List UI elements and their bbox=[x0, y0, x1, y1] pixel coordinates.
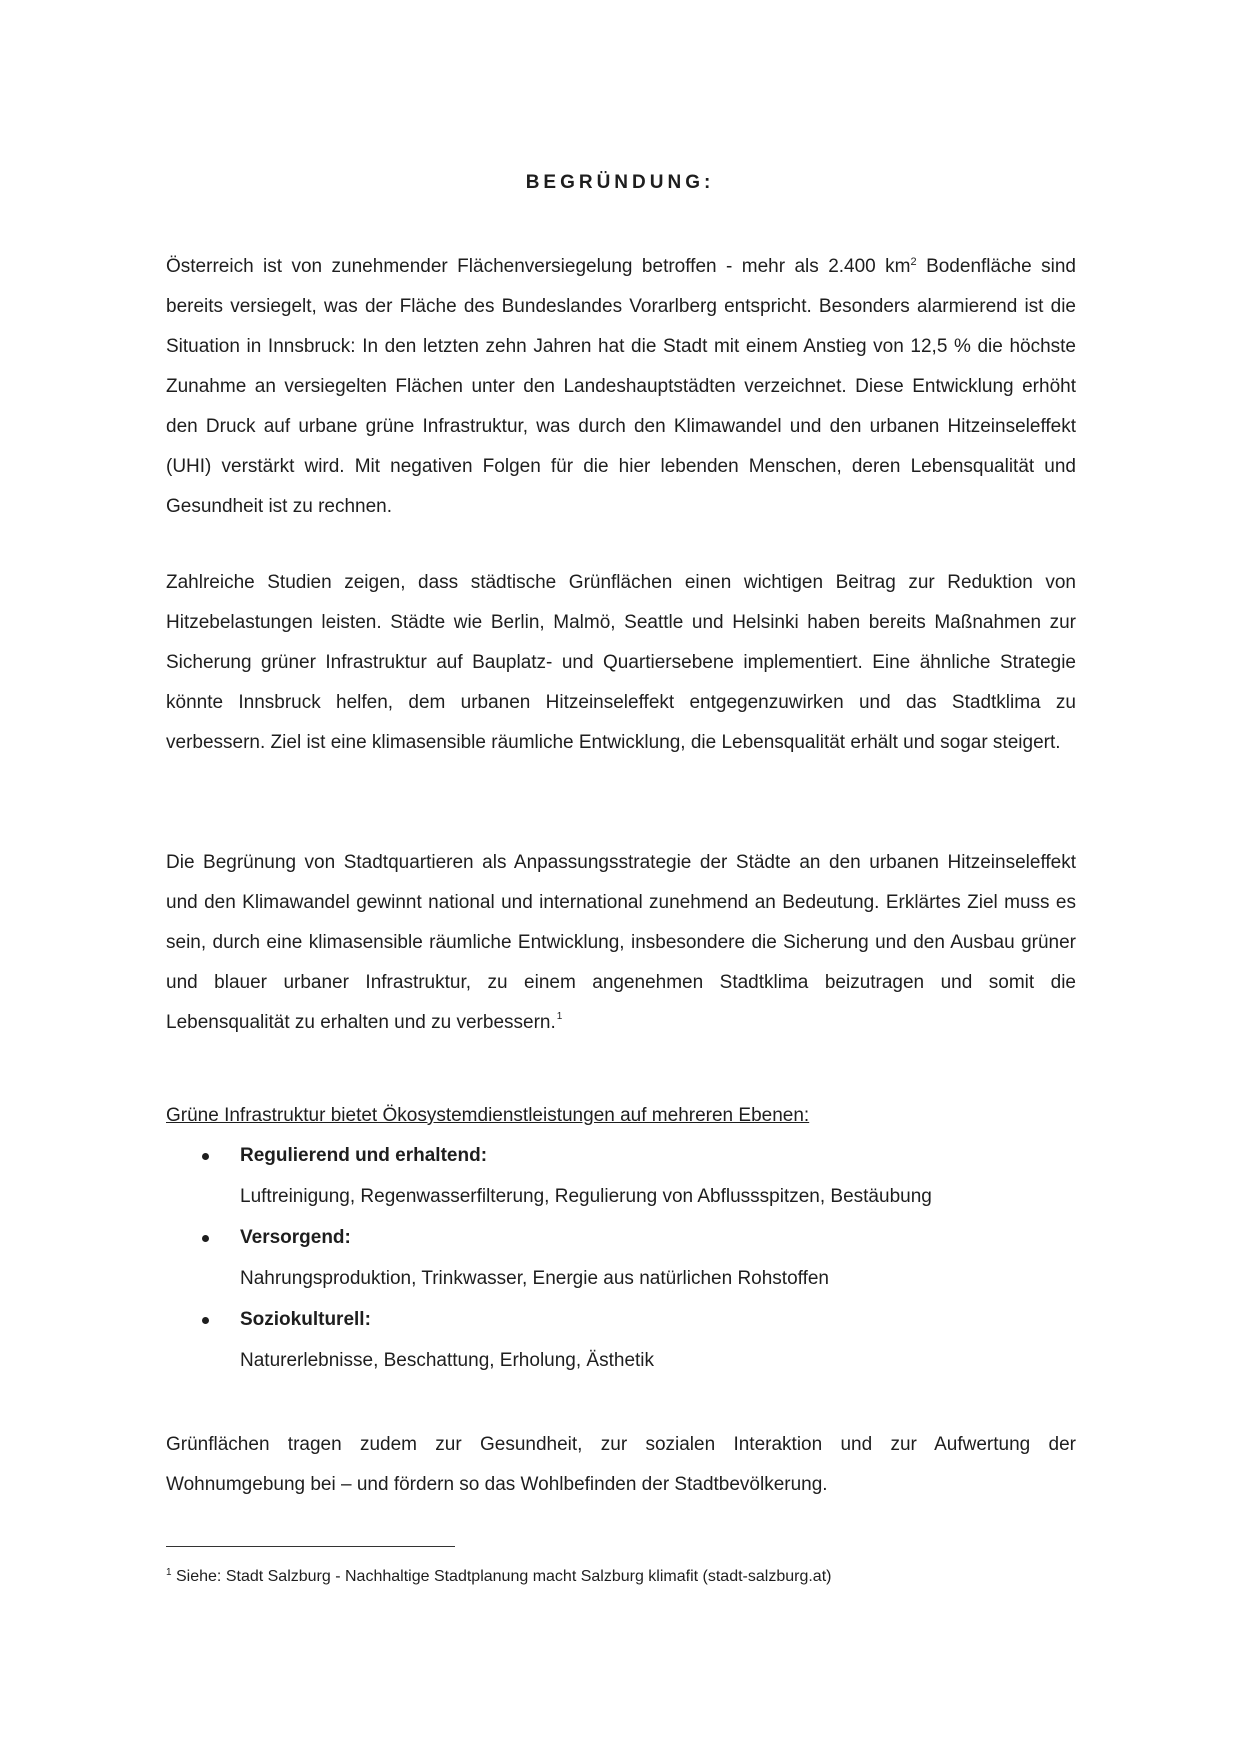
paragraph-green-spaces: Grünflächen tragen zudem zur Gesundheit, zur sozialen Interaktion und zur Aufwertung der Wohnumgebung bei – und fördern so das Wohlbefinden der Stadtbevölkerung. bbox=[166, 1434, 1076, 1495]
bullet-text: Nahrungsproduktion, Trinkwasser, Energie aus natürlichen Rohstoffen bbox=[240, 1268, 829, 1289]
bullet-icon bbox=[202, 1153, 209, 1160]
paragraph-studies: Zahlreiche Studien zeigen, dass städtische Grünflächen einen wichtigen Beitrag zur Reduktion von Hitzebelastungen leisten. Städte wie Berlin, Malmö, Seattle und Helsinki haben bereits Maßnahmen zur Sicherung grüner Infrastruktur auf Bauplatz- und Quartiersebene implementiert. Eine ähnliche Strategie könnte Innsbruck helfen, dem urbanen Hitzeinseleffekt entgegenzuwirken und das Stadtklima zu verbessern. Ziel ist eine klimasensible räumliche Entwicklung, die Lebensqualität erhält und sogar steigert. bbox=[166, 572, 1076, 753]
footnote bbox=[166, 1566, 831, 1588]
bullet-text: Naturerlebnisse, Beschattung, Erholung, Ästhetik bbox=[240, 1350, 655, 1371]
page-title: BEGRÜNDUNG: bbox=[525, 172, 715, 193]
footnote-reference[interactable]: 1 bbox=[556, 1011, 563, 1022]
ecosystem-services-list bbox=[166, 1136, 1076, 1382]
bullet-label: Versorgend: bbox=[240, 1227, 351, 1248]
superscript-squared: 2 bbox=[910, 256, 917, 268]
bullet-text: Luftreinigung, Regenwasserfilterung, Regulierung von Abflussspitzen, Bestäubung bbox=[240, 1186, 932, 1207]
paragraph-sealing-text-b: Bodenfläche sind bereits versiegelt, was der Fläche des Bundeslandes Vorarlberg entspricht. Besonders alarmierend ist die Situation in Innsbruck: In den letzten zehn Jahren hat die Stadt mit einem Anstieg von 12,5 % die höchste Zunahme an versiegelten Flächen unter den Landeshauptstädten verzeichnet. Diese Entwicklung erhöht den Druck auf urbane grüne Infrastruktur, was durch den Klimawandel und den urbanen Hitzeinseleffekt (UHI) verstärkt wird. Mit negativen Folgen für die hier lebenden Menschen, deren Lebensqualität und Gesundheit ist zu rechnen. bbox=[166, 256, 1076, 517]
paragraph-sealing bbox=[166, 247, 1076, 527]
paragraph-greening-text: Die Begrünung von Stadtquartieren als Anpassungsstrategie der Städte an den urbanen Hitzeinseleffekt und den Klimawandel gewinnt national und international zunehmend an Bedeutung. Erklärtes Ziel muss es sein, durch eine klimasensible räumliche Entwicklung, insbesondere die Sicherung und den Ausbau grüner und blauer urbaner Infrastruktur, zu einem angenehmen Stadtklima beizutragen und somit die Lebensqualität zu erhalten und zu verbessern. bbox=[166, 852, 1076, 1033]
footnote-divider bbox=[166, 1546, 455, 1547]
bullet-icon bbox=[202, 1317, 209, 1324]
list-item bbox=[166, 1218, 1076, 1299]
bullet-label: Regulierend und erhaltend: bbox=[240, 1145, 488, 1166]
footnote-number: 1 bbox=[166, 1567, 172, 1578]
list-item bbox=[166, 1136, 1076, 1217]
paragraph-greening bbox=[166, 843, 1076, 1043]
list-heading: Grüne Infrastruktur bietet Ökosystemdienstleistungen auf mehreren Ebenen: bbox=[166, 1105, 810, 1126]
list-item bbox=[166, 1300, 1076, 1381]
footnote-text: Siehe: Stadt Salzburg - Nachhaltige Stadtplanung macht Salzburg klimafit (stadt-salzburg.at) bbox=[171, 1568, 832, 1585]
bullet-label: Soziokulturell: bbox=[240, 1309, 371, 1330]
bullet-icon bbox=[202, 1235, 209, 1242]
paragraph-sealing-text-a: Österreich ist von zunehmender Flächenversiegelung betroffen - mehr als 2.400 km bbox=[166, 256, 911, 277]
